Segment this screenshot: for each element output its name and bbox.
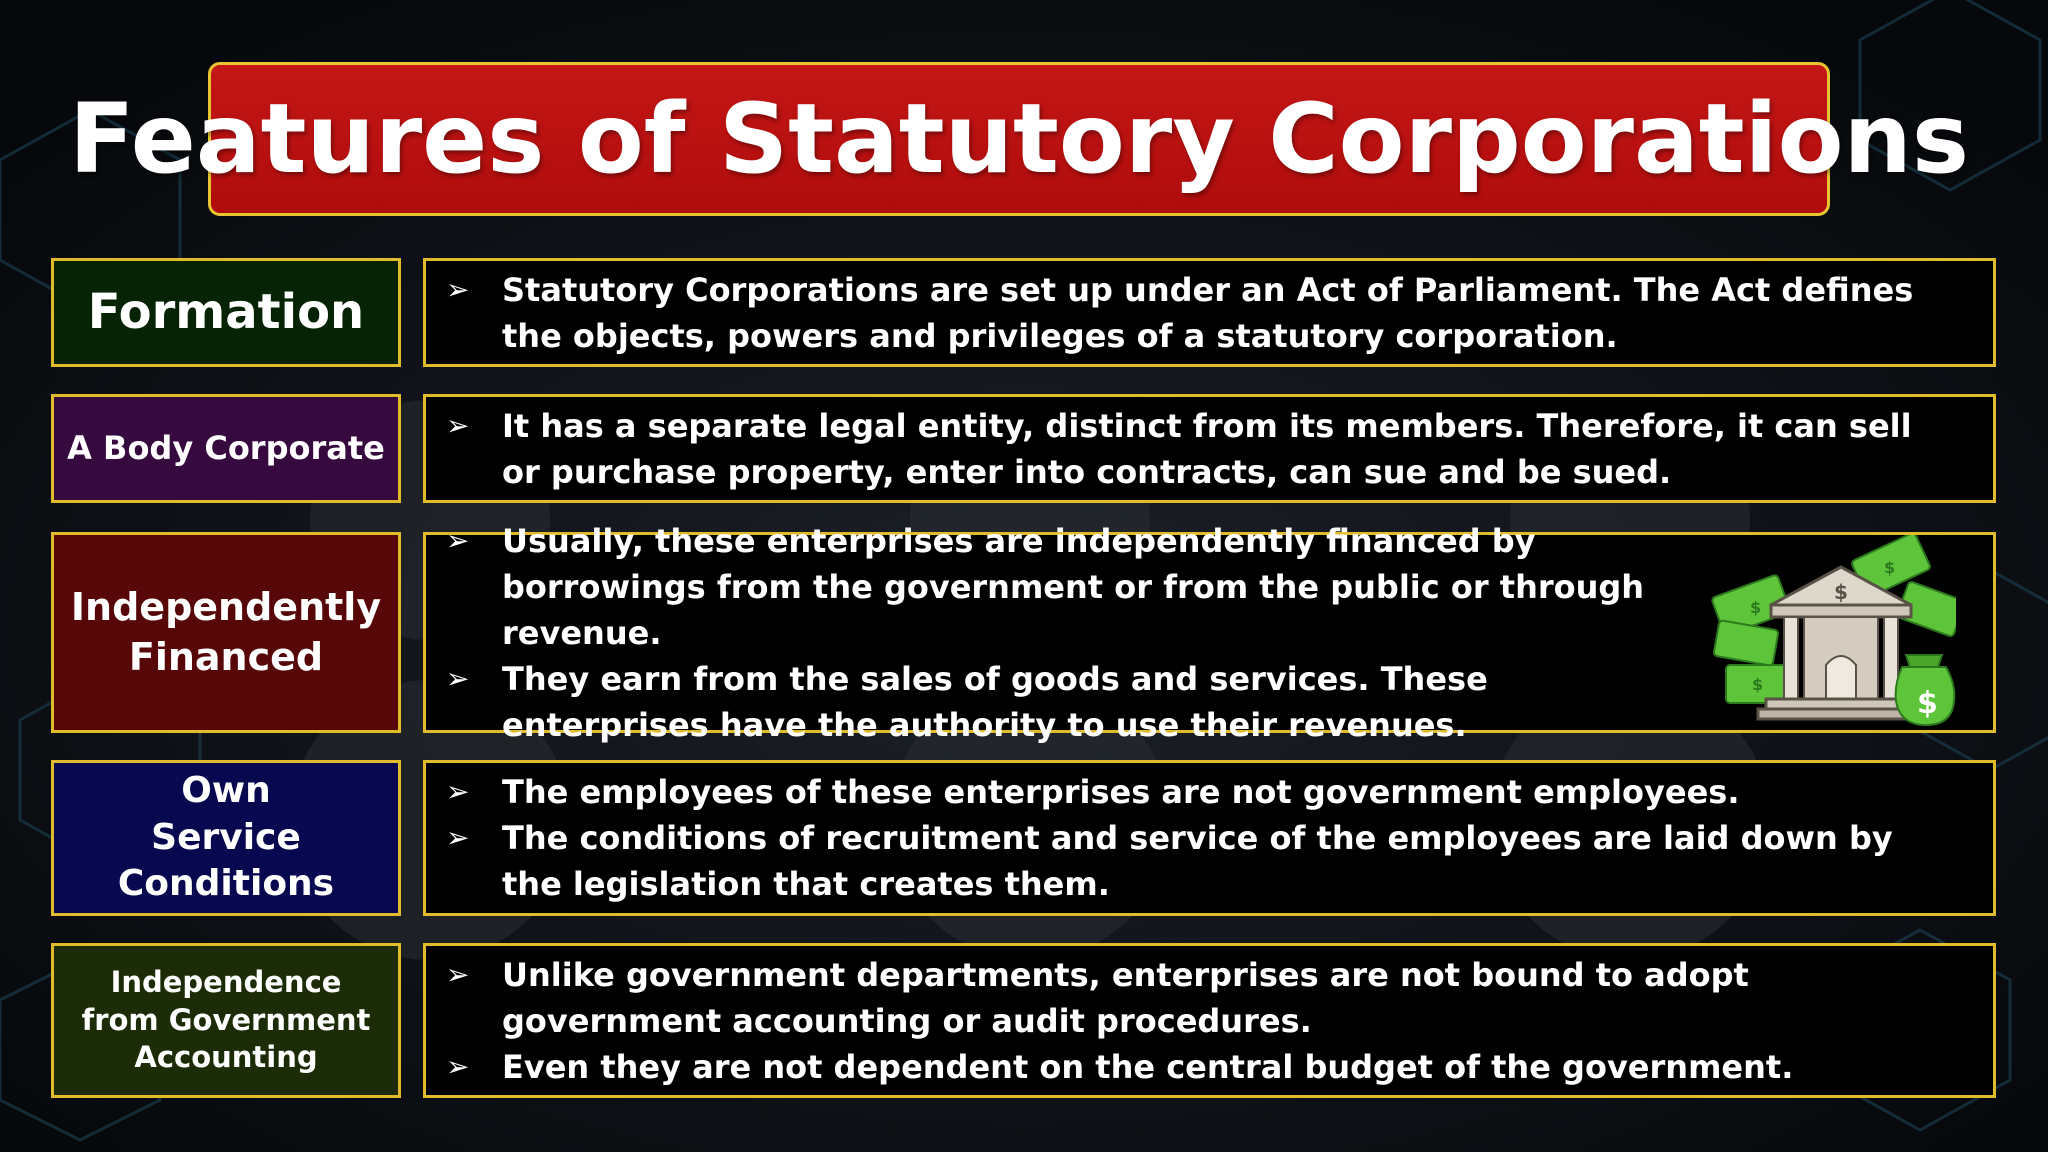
bullet-text: Even they are not dependent on the central budget of the government. [502,1047,1794,1086]
feature-label-text: A Body Corporate [67,428,385,467]
bullet-point [446,1044,1953,1090]
arrowhead-bullet-icon: ➢ [446,272,470,306]
feature-label-text: Independently Financed [70,585,382,679]
arrowhead-bullet-icon: ➢ [446,523,470,557]
svg-text:$: $ [1917,686,1938,721]
feature-description-formation [423,258,1996,367]
title-banner [69,62,1969,216]
arrowhead-bullet-icon: ➢ [446,957,470,991]
feature-row-formation [0,258,2048,367]
bullet-point [446,815,1953,907]
bullet-text: The employees of these enterprises are not government employees. [502,773,1740,811]
bullet-point [446,267,1953,359]
arrowhead-bullet-icon: ➢ [446,821,470,854]
feature-label-text: Formation [87,284,365,341]
bullet-text: The conditions of recruitment and service of the employees are laid down by the legislation that creates them. [502,819,1893,903]
feature-row-own-service-conditions [0,760,2048,916]
arrowhead-bullet-icon: ➢ [446,1049,470,1083]
svg-text:$: $ [1752,675,1764,694]
svg-text:$: $ [1750,598,1762,617]
feature-row-body-corporate [0,394,2048,503]
bullet-point [446,403,1953,495]
bullet-text: They earn from the sales of goods and services. These enterprises have the authority to use their revenues. [502,659,1488,744]
feature-label-own-service-conditions [51,760,401,916]
feature-description-own-service-conditions [423,760,1996,916]
page-title: Features of Statutory Corporations [69,83,1969,195]
bullet-text: Unlike government departments, enterprises are not bound to adopt government accounting or audit procedures. [502,955,1749,1040]
bullet-text: It has a separate legal entity, distinct from its members. Therefore, it can sell or purchase property, enter into contracts, can sue and be sued. [502,406,1912,491]
feature-description-independently-financed [423,521,1996,744]
arrowhead-bullet-icon: ➢ [446,408,470,442]
feature-label-text: Independence from Government Accounting [81,964,371,1075]
bullet-point [446,769,1953,815]
bullet-text: Usually, these enterprises are independently financed by borrowings from the government or from the public or through revenue. [502,521,1645,652]
feature-row-independently-financed [0,521,2048,744]
bullet-point [446,952,1953,1044]
feature-row-independence-accounting [0,943,2048,1098]
feature-label-text: Own Service Conditions [117,769,335,905]
svg-text:$: $ [1884,558,1896,577]
feature-label-body-corporate [51,394,401,503]
svg-text:$: $ [1834,580,1848,604]
feature-label-independently-financed [51,532,401,733]
feature-description-body-corporate [423,394,1996,503]
feature-description-independence-accounting [423,943,1996,1098]
feature-label-independence-accounting [51,943,401,1098]
arrowhead-bullet-icon: ➢ [446,775,470,808]
feature-label-formation [51,258,401,367]
arrowhead-bullet-icon: ➢ [446,661,470,695]
bullet-text: Statutory Corporations are set up under an Act of Parliament. The Act defines the objects, powers and privileges of a statutory corporation. [502,270,1914,355]
bank-money-icon [1706,535,1956,731]
